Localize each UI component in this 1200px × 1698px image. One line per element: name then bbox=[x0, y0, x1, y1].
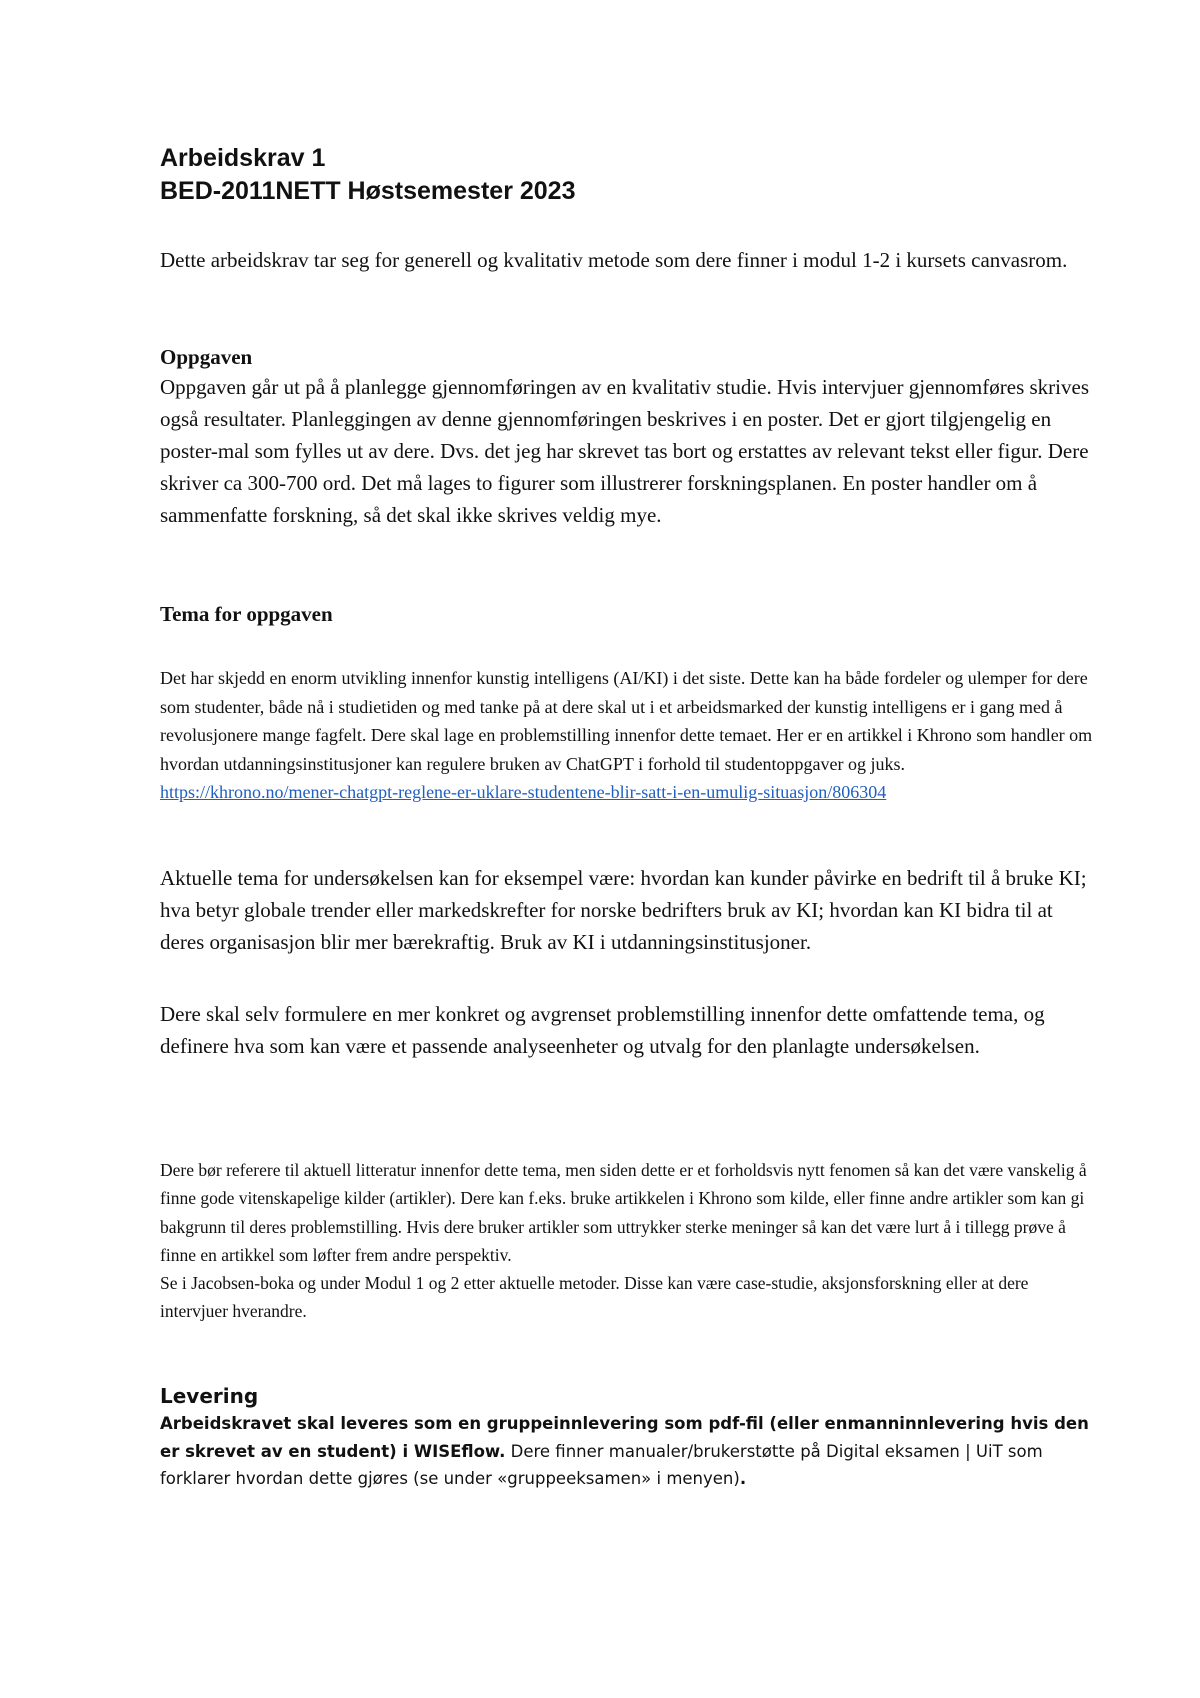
referere-paragraph bbox=[160, 1156, 1095, 1326]
levering-body bbox=[160, 1410, 1095, 1493]
oppgaven-body: Oppgaven går ut på å planlegge gjennomføringen av en kvalitativ studie. Hvis intervjuer gjennomføres skrives også resultater. Planleggingen av denne gjennomføringen beskrives i en poster. Det er gjort tilgjengelig en poster-mal som fylles ut av dere. Dvs. det jeg har skrevet tas bort og erstattes av relevant tekst eller figur. Dere skriver ca 300-700 ord. Det må lages to figurer som illustrerer forskningsplanen. En poster handler om å sammenfatte forskning, så det skal ikke skrives veldig mye. bbox=[160, 375, 1089, 527]
intro-paragraph: Dette arbeidskrav tar seg for generell og kvalitativ metode som dere finner i modul 1-2 i kursets canvasrom. bbox=[160, 248, 1068, 272]
aktuelle-tema-paragraph: Aktuelle tema for undersøkelsen kan for eksempel være: hvordan kan kunder påvirke en bedrift til å bruke KI; hva betyr globale trender eller markedskrefter for norske bedrifters bruk av KI; hvordan kan KI bidra til at deres organisasjon blir mer bærekraftig. Bruk av KI i utdanningsinstitusjoner. bbox=[160, 866, 1087, 954]
tema-body-text: Det har skjedd en enorm utvikling innenfor kunstig intelligens (AI/KI) i det siste. Dette kan ha både fordeler og ulemper for dere som studenter, både nå i studietiden og med tanke på at dere skal ut i et arbeidsmarked der kunstig intelligens er i gang med å revolusjonere mange fagfelt. Dere skal lage en problemstilling innenfor dette temaet. Her er en artikkel i Khrono som handler om hvordan utdanningsinstitusjoner kan regulere bruken av ChatGPT i forhold til studentoppgaver og juks. bbox=[160, 668, 1093, 774]
document-content bbox=[160, 142, 1100, 1488]
tema-heading: Tema for oppgaven bbox=[160, 602, 333, 626]
khrono-article-link[interactable]: https://khrono.no/mener-chatgpt-reglene-er-uklare-studentene-blir-satt-i-en-umulig-situasjon/806304 bbox=[160, 782, 887, 802]
oppgaven-heading: Oppgaven bbox=[160, 345, 253, 369]
referere-text: Dere bør referere til aktuell litteratur innenfor dette tema, men siden dette er et forholdsvis nytt fenomen så kan det være vanskelig å finne gode vitenskapelige kilder (artikler). Dere kan f.eks. bruke artikkelen i Khrono som kilde, eller finne andre artikler som kan gi bakgrunn til deres problemstilling. Hvis dere bruker artikler som uttrykker sterke meninger så kan det være lurt å i tillegg prøve å finne en artikkel som løfter frem andre perspektiv. bbox=[160, 1160, 1087, 1265]
levering-heading: Levering bbox=[160, 1384, 259, 1408]
title-line-2: BED-2011NETT Høstsemester 2023 bbox=[160, 177, 576, 205]
levering-end-period: . bbox=[739, 1469, 747, 1488]
levering-normal-text: Dere finner manualer/brukerstøtte på Digital eksamen | UiT som forklarer hvordan dette gjøres (se under «gruppeeksamen» i menyen) bbox=[160, 1441, 1043, 1488]
formulere-paragraph: Dere skal selv formulere en mer konkret og avgrenset problemstilling innenfor dette omfattende tema, og definere hva som kan være et passende analyseenheter og utvalg for den planlagte undersøkelsen. bbox=[160, 1002, 1045, 1058]
tema-body bbox=[160, 664, 1095, 807]
jacobsen-text: Se i Jacobsen-boka og under Modul 1 og 2 etter aktuelle metoder. Disse kan være case-studie, aksjonsforskning eller at dere intervjuer hverandre. bbox=[160, 1273, 1029, 1322]
levering-bold-text: Arbeidskravet skal leveres som en gruppeinnlevering som pdf-fil (eller enmanninnlevering hvis den er skrevet av en student) i WISEflow. bbox=[160, 1414, 1089, 1461]
title-line-1: Arbeidskrav 1 bbox=[160, 144, 326, 172]
